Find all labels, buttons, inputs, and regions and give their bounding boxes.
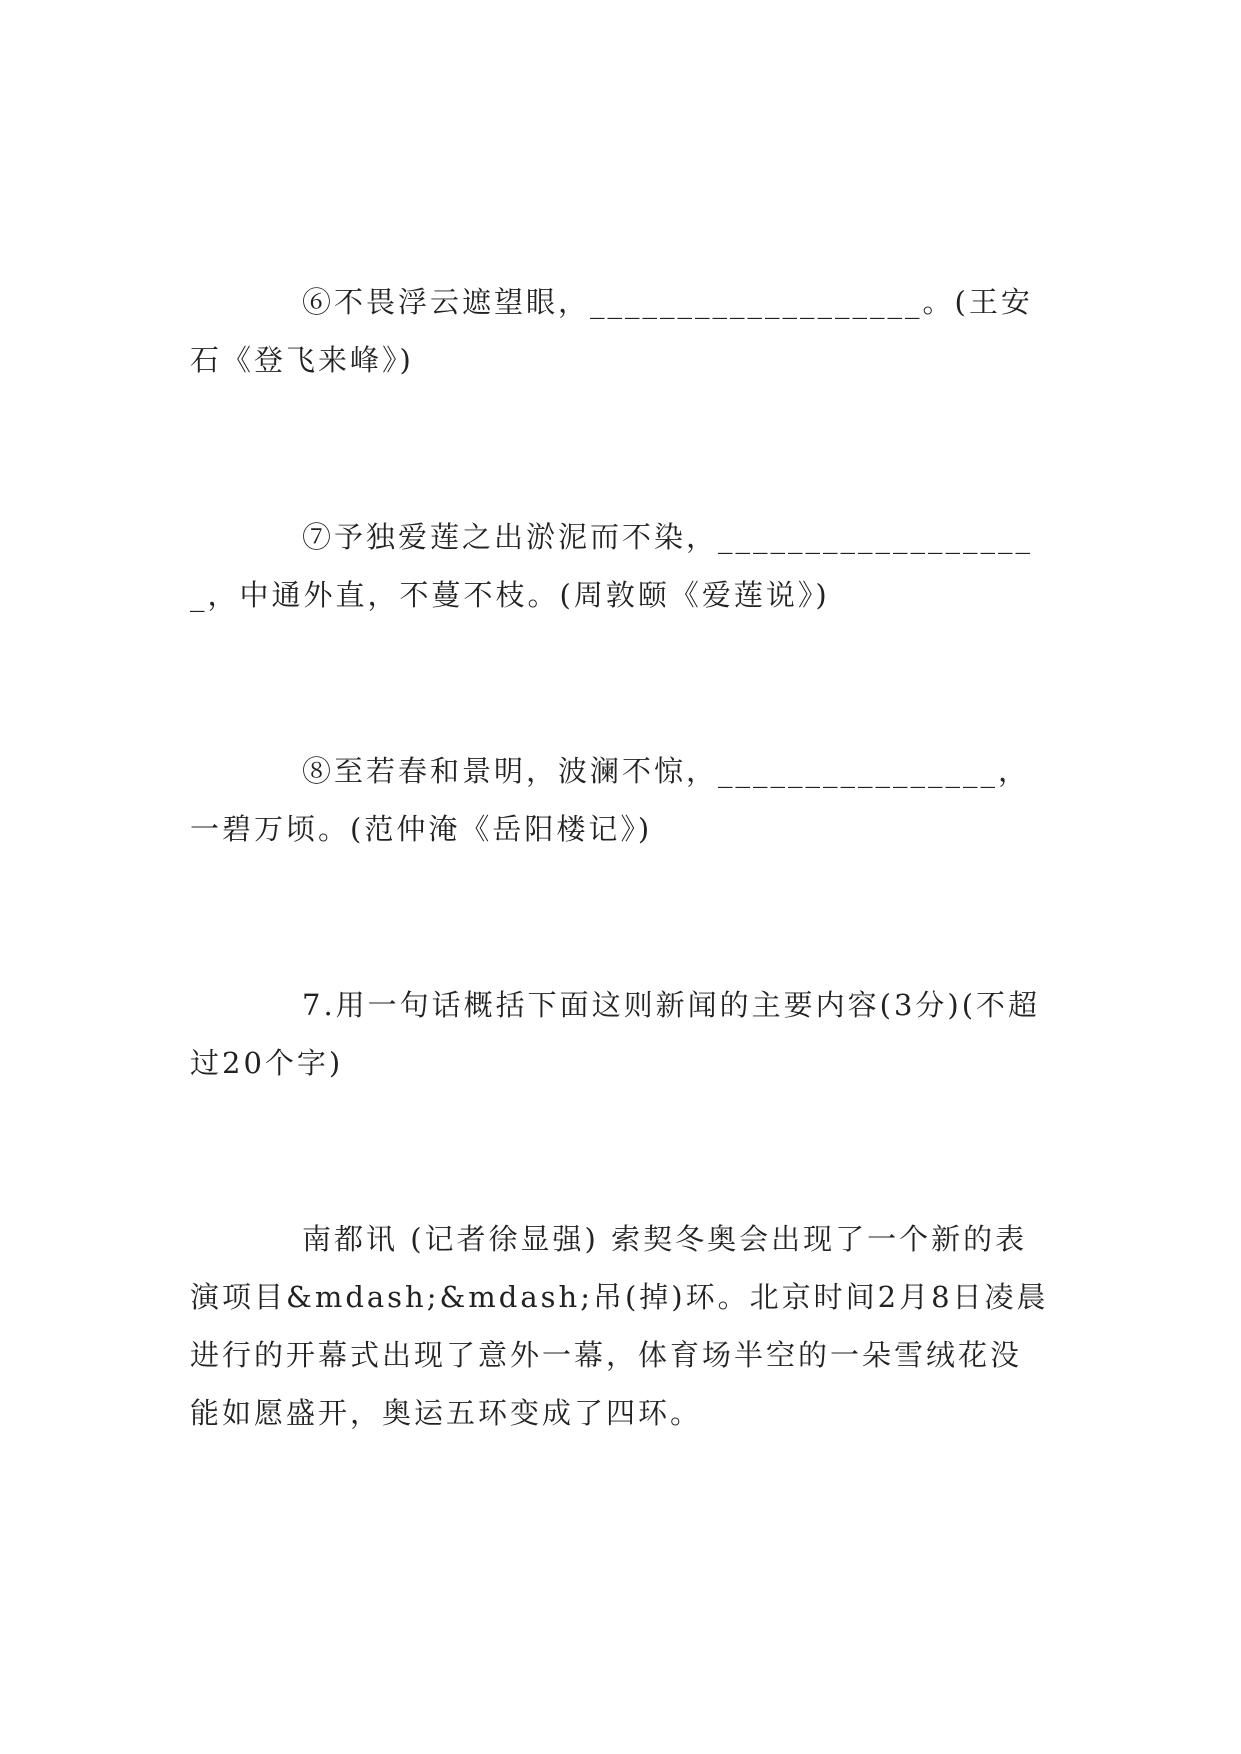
paragraph-poem-8: ⑧至若春和景明，波澜不惊，________________，一碧万顷。(范仲淹《岳阳楼记》) <box>190 754 1031 846</box>
paragraph-poem-7: ⑦予独爱莲之出淤泥而不染，___________________，中通外直，不蔓不枝。(周敦颐《爱莲说》) <box>190 520 1034 612</box>
question-7: 7.用一句话概括下面这则新闻的主要内容(3分)(不超过20个字) <box>190 988 1041 1080</box>
paragraph-poem-6: ⑥不畏浮云遮望眼，___________________。(王安石《登飞来峰》) <box>190 285 1033 377</box>
news-paragraph: 南都讯 (记者徐显强) 索契冬奥会出现了一个新的表演项目&mdash;&mdash;吊(掉)环。北京时间2月8日凌晨进行的开幕式出现了意外一幕，体育场半空的一朵雪绒花没能如愿盛开，奥运五环变成了四环。 <box>190 1222 1049 1430</box>
